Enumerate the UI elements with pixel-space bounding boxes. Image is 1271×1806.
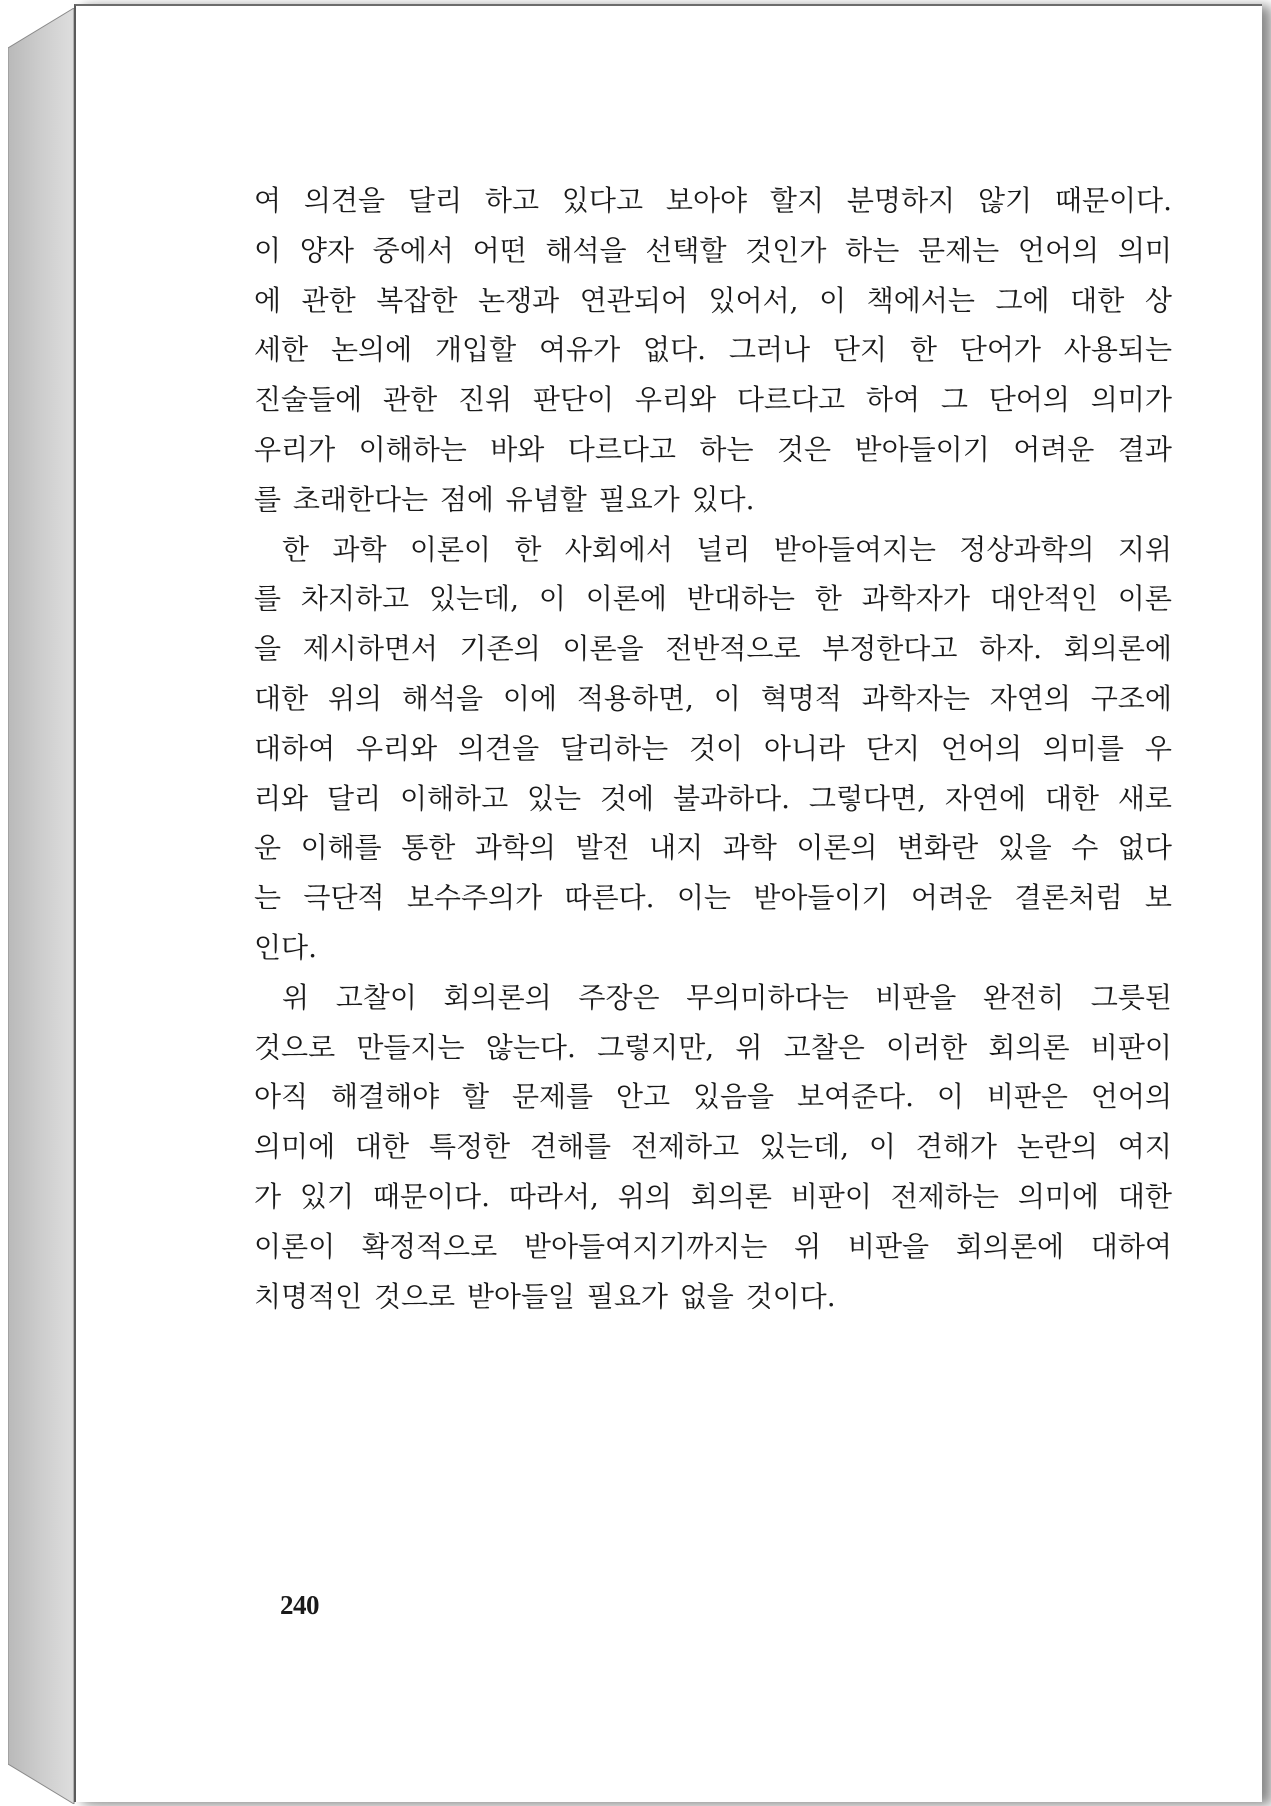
word: 어려운 xyxy=(910,881,992,915)
word: 있는 xyxy=(527,781,582,815)
word: 논쟁과 xyxy=(478,283,560,317)
word: 회의론에 xyxy=(1063,632,1172,666)
book-page xyxy=(74,4,1262,1802)
word: 전제하는 xyxy=(890,1179,999,1213)
word: 안고 xyxy=(615,1080,671,1114)
word: 비판을 xyxy=(847,1229,930,1263)
word: 한 xyxy=(814,582,842,616)
word: 여유가 xyxy=(539,333,621,367)
word: 바와 xyxy=(490,432,545,466)
word: 비판을 xyxy=(875,980,957,1014)
word: 만들지는 xyxy=(356,1030,465,1064)
text-line xyxy=(254,973,1172,1023)
word: 연관되어 xyxy=(579,283,688,317)
word: 회의론의 xyxy=(443,980,552,1014)
word: 것인가 xyxy=(745,233,827,267)
word: 것으로 xyxy=(254,1030,336,1064)
word: 견해가 xyxy=(915,1130,997,1164)
word: 양자 xyxy=(299,233,354,267)
word: 해석을 xyxy=(401,681,484,715)
word: 의미 xyxy=(1117,233,1172,267)
word: 하자. xyxy=(979,632,1043,666)
word: 비판은 xyxy=(986,1080,1068,1114)
word: 주장은 xyxy=(578,980,660,1014)
word: 이론이 xyxy=(409,532,491,566)
word: 전반적으로 xyxy=(665,632,801,666)
word: 에 xyxy=(254,283,282,317)
text-line xyxy=(254,325,1172,375)
word: 비판이 xyxy=(790,1179,872,1213)
word: 회의론에 xyxy=(955,1229,1065,1263)
word: 그렇지만, xyxy=(597,1030,715,1064)
paragraph xyxy=(254,525,1172,973)
word: 개입할 xyxy=(434,333,517,367)
word: 초래한다는 xyxy=(292,482,429,516)
word: 없다. xyxy=(643,333,707,367)
text-line xyxy=(254,375,1172,425)
word: 과학자가 xyxy=(861,582,970,616)
word: 없을 xyxy=(679,1279,734,1313)
word: 어려운 xyxy=(1013,432,1095,466)
word: 대하여 xyxy=(254,731,336,765)
word: 보아야 xyxy=(665,184,748,217)
word: 따라서, xyxy=(508,1179,599,1213)
text-line xyxy=(254,774,1172,824)
word: 사회에서 xyxy=(564,532,673,566)
word: 하는 xyxy=(699,432,754,466)
word: 운 xyxy=(254,831,282,865)
word: 않는다. xyxy=(485,1030,576,1064)
word: 한 xyxy=(282,532,310,566)
word: 견해를 xyxy=(529,1130,612,1164)
word: 그릇된 xyxy=(1090,980,1172,1014)
word: 의미를 xyxy=(1042,731,1124,765)
word: 이해하는 xyxy=(358,432,467,466)
word: 하는 xyxy=(845,233,900,267)
word: 판단이 xyxy=(532,383,615,417)
word: 해결해야 xyxy=(330,1080,440,1114)
word: 보 xyxy=(1144,881,1172,915)
word: 완전히 xyxy=(982,980,1065,1014)
word: 대한 xyxy=(1117,1179,1172,1213)
word: 확정적으로 xyxy=(361,1229,498,1263)
word: 를 xyxy=(254,582,282,616)
text-line xyxy=(254,923,1172,973)
word: 관한 xyxy=(383,383,438,417)
word: 분명하지 xyxy=(846,184,956,217)
word: 논란의 xyxy=(1016,1130,1098,1164)
word: 이론의 xyxy=(796,831,878,865)
word: 가 xyxy=(254,1179,282,1213)
text-line xyxy=(254,226,1172,276)
word: 회의론 xyxy=(690,1179,772,1213)
word: 이 xyxy=(538,582,566,616)
word: 구조에 xyxy=(1090,681,1172,715)
word: 이 xyxy=(254,233,282,267)
paragraph xyxy=(254,973,1172,1322)
word: 우리와 xyxy=(634,383,717,417)
word: 불과하다. xyxy=(672,781,791,815)
word: 결론처럼 xyxy=(1014,881,1123,915)
word: 사용되는 xyxy=(1063,333,1172,367)
word: 대한 xyxy=(1044,781,1099,815)
word: 우리와 xyxy=(355,731,438,765)
text-line xyxy=(254,525,1172,575)
word: 대안적인 xyxy=(989,582,1098,616)
text-line xyxy=(254,574,1172,624)
word: 이는 xyxy=(676,881,731,915)
word: 그 xyxy=(940,383,968,417)
text-line xyxy=(254,873,1172,923)
word: 세한 xyxy=(254,333,309,367)
word: 과학 xyxy=(332,532,387,566)
word: 혁명적 xyxy=(760,681,842,715)
word: 단어의 xyxy=(988,383,1070,417)
word: 를 xyxy=(254,482,282,516)
word: 이 xyxy=(868,1130,896,1164)
word: 있기 xyxy=(299,1179,355,1213)
word: 언어의 xyxy=(940,731,1022,765)
word: 언어의 xyxy=(1090,1080,1172,1114)
word: 언어의 xyxy=(1017,233,1100,267)
word: 고찰은 xyxy=(783,1030,865,1064)
word: 과학자는 xyxy=(861,681,970,715)
word: 할지 xyxy=(769,184,825,217)
word: 는 xyxy=(254,881,282,915)
word: 기존의 xyxy=(459,632,541,666)
word: 달리하는 xyxy=(559,731,669,765)
word: 때문이다. xyxy=(372,1179,490,1213)
word: 받아들일 xyxy=(466,1279,576,1313)
word: 변화란 xyxy=(896,831,979,865)
word: 있음을 xyxy=(692,1080,775,1114)
word: 대한 xyxy=(355,1130,410,1164)
word: 한 xyxy=(909,333,937,367)
word: 때문이다. xyxy=(1054,184,1172,217)
word: 아직 xyxy=(254,1080,309,1114)
word: 문제는 xyxy=(918,233,1000,267)
word: 있다. xyxy=(691,482,755,516)
text-line xyxy=(254,1222,1172,1272)
word: 필요가 xyxy=(586,1279,668,1313)
word: 이해하고 xyxy=(399,781,509,815)
word: 우 xyxy=(1144,731,1172,765)
word: 이론을 xyxy=(562,632,644,666)
word: 내지 xyxy=(649,831,704,865)
text-line xyxy=(254,724,1172,774)
body-text xyxy=(254,176,1172,1321)
word: 진위 xyxy=(457,383,513,417)
word: 있다고 xyxy=(561,184,644,217)
word: 이론에 xyxy=(585,582,667,616)
text-line xyxy=(254,176,1172,226)
word: 점에 xyxy=(439,482,494,516)
word: 그에 xyxy=(995,283,1050,317)
word: 특정한 xyxy=(428,1130,511,1164)
word: 부정한다고 xyxy=(822,632,958,666)
word: 의미에 xyxy=(254,1130,336,1164)
page-number: 240 xyxy=(280,1590,319,1620)
word: 따른다. xyxy=(564,881,655,915)
word: 것이 xyxy=(688,731,744,765)
word: 위 xyxy=(794,1229,822,1263)
word: 통한 xyxy=(401,831,456,865)
word: 한 xyxy=(514,532,542,566)
word: 받아들이기 xyxy=(854,432,990,466)
word: 필요가 xyxy=(598,482,680,516)
word: 진술들에 xyxy=(254,383,363,417)
word: 수 xyxy=(1071,831,1099,865)
word: 무의미하다는 xyxy=(686,980,849,1014)
word: 유념할 xyxy=(505,482,587,516)
word: 이 xyxy=(936,1080,964,1114)
word: 극단적 xyxy=(303,881,385,915)
word: 의견을 xyxy=(457,731,540,765)
book-spine-edge xyxy=(8,8,80,1804)
text-line xyxy=(254,1272,1172,1322)
word: 달리 xyxy=(326,781,382,815)
word: 받아들여지기까지는 xyxy=(523,1229,768,1263)
word: 그러나 xyxy=(728,333,811,367)
word: 인다. xyxy=(254,930,317,964)
word: 차지하고 xyxy=(300,582,410,616)
word: 이론 xyxy=(1117,582,1172,616)
paragraph xyxy=(254,176,1172,525)
word: 문제를 xyxy=(511,1080,594,1114)
word: 리와 xyxy=(254,781,309,815)
word: 관한 xyxy=(301,283,356,317)
word: 받아들여지는 xyxy=(773,532,936,566)
text-line xyxy=(254,624,1172,674)
word: 것은 xyxy=(776,432,832,466)
word: 적용하면, xyxy=(576,681,694,715)
word: 여 xyxy=(254,184,282,217)
word: 대한 xyxy=(254,681,309,715)
word: 있을 xyxy=(997,831,1052,865)
word: 하여 xyxy=(865,383,921,417)
word: 위 xyxy=(735,1030,763,1064)
word: 결과 xyxy=(1117,432,1172,466)
word: 전제하고 xyxy=(630,1130,740,1164)
word: 제시하면서 xyxy=(302,632,438,666)
text-line xyxy=(254,1172,1172,1222)
word: 을 xyxy=(254,632,282,666)
word: 의견을 xyxy=(303,184,386,217)
word: 다르다고 xyxy=(567,432,676,466)
word: 이 xyxy=(819,283,847,317)
word: 선택할 xyxy=(645,233,727,267)
word: 것으로 xyxy=(373,1279,456,1313)
text-line xyxy=(254,1023,1172,1073)
word: 없다 xyxy=(1117,831,1172,865)
word: 있어서, xyxy=(708,283,799,317)
word: 받아들이기 xyxy=(753,881,889,915)
word: 이러한 xyxy=(886,1030,968,1064)
word: 단지 xyxy=(865,731,921,765)
word: 자연의 xyxy=(989,681,1071,715)
word: 단어가 xyxy=(959,333,1041,367)
text-line xyxy=(254,823,1172,873)
word: 중에서 xyxy=(372,233,454,267)
word: 자연에 xyxy=(944,781,1026,815)
word: 보여준다. xyxy=(796,1080,915,1114)
word: 하고 xyxy=(484,184,540,217)
word: 대하여 xyxy=(1090,1229,1172,1263)
word: 고찰이 xyxy=(335,980,417,1014)
text-line xyxy=(254,1072,1172,1122)
word: 책에서는 xyxy=(866,283,975,317)
word: 아니라 xyxy=(763,731,846,765)
text-line xyxy=(254,475,1172,525)
word: 복잡한 xyxy=(376,283,458,317)
word: 않기 xyxy=(977,184,1033,217)
text-line xyxy=(254,425,1172,475)
word: 치명적인 xyxy=(254,1279,363,1313)
word: 의미에 xyxy=(1017,1179,1099,1213)
word: 반대하는 xyxy=(686,582,795,616)
word: 정상과학의 xyxy=(959,532,1095,566)
word: 할 xyxy=(462,1080,490,1114)
word: 다르다고 xyxy=(736,383,846,417)
text-line xyxy=(254,276,1172,326)
word: 보수주의가 xyxy=(406,881,543,915)
word: 단지 xyxy=(832,333,887,367)
word: 의미가 xyxy=(1090,383,1172,417)
word: 상 xyxy=(1144,283,1172,317)
word: 비판이 xyxy=(1090,1030,1172,1064)
word: 회의론 xyxy=(988,1030,1070,1064)
word: 것에 xyxy=(599,781,655,815)
word: 위의 xyxy=(617,1179,672,1213)
word: 발전 xyxy=(575,831,630,865)
word: 논의에 xyxy=(330,333,413,367)
text-line xyxy=(254,674,1172,724)
word: 대한 xyxy=(1070,283,1125,317)
word: 해석을 xyxy=(545,233,627,267)
word: 있는데, xyxy=(759,1130,850,1164)
word: 위의 xyxy=(327,681,383,715)
word: 지위 xyxy=(1117,532,1172,566)
word: 새로 xyxy=(1117,781,1172,815)
word: 것이다. xyxy=(745,1279,836,1313)
word: 과학 xyxy=(722,831,777,865)
word: 이 xyxy=(713,681,741,715)
word: 있는데, xyxy=(428,582,519,616)
word: 과학의 xyxy=(474,831,556,865)
word: 널리 xyxy=(696,532,751,566)
word: 이에 xyxy=(502,681,558,715)
word: 그렇다면, xyxy=(808,781,926,815)
text-line xyxy=(254,1122,1172,1172)
word: 여지 xyxy=(1117,1130,1172,1164)
word: 위 xyxy=(282,980,310,1014)
word: 어떤 xyxy=(472,233,527,267)
word: 이해를 xyxy=(300,831,382,865)
word: 이론이 xyxy=(254,1229,336,1263)
word: 우리가 xyxy=(254,432,336,466)
word: 달리 xyxy=(407,184,463,217)
